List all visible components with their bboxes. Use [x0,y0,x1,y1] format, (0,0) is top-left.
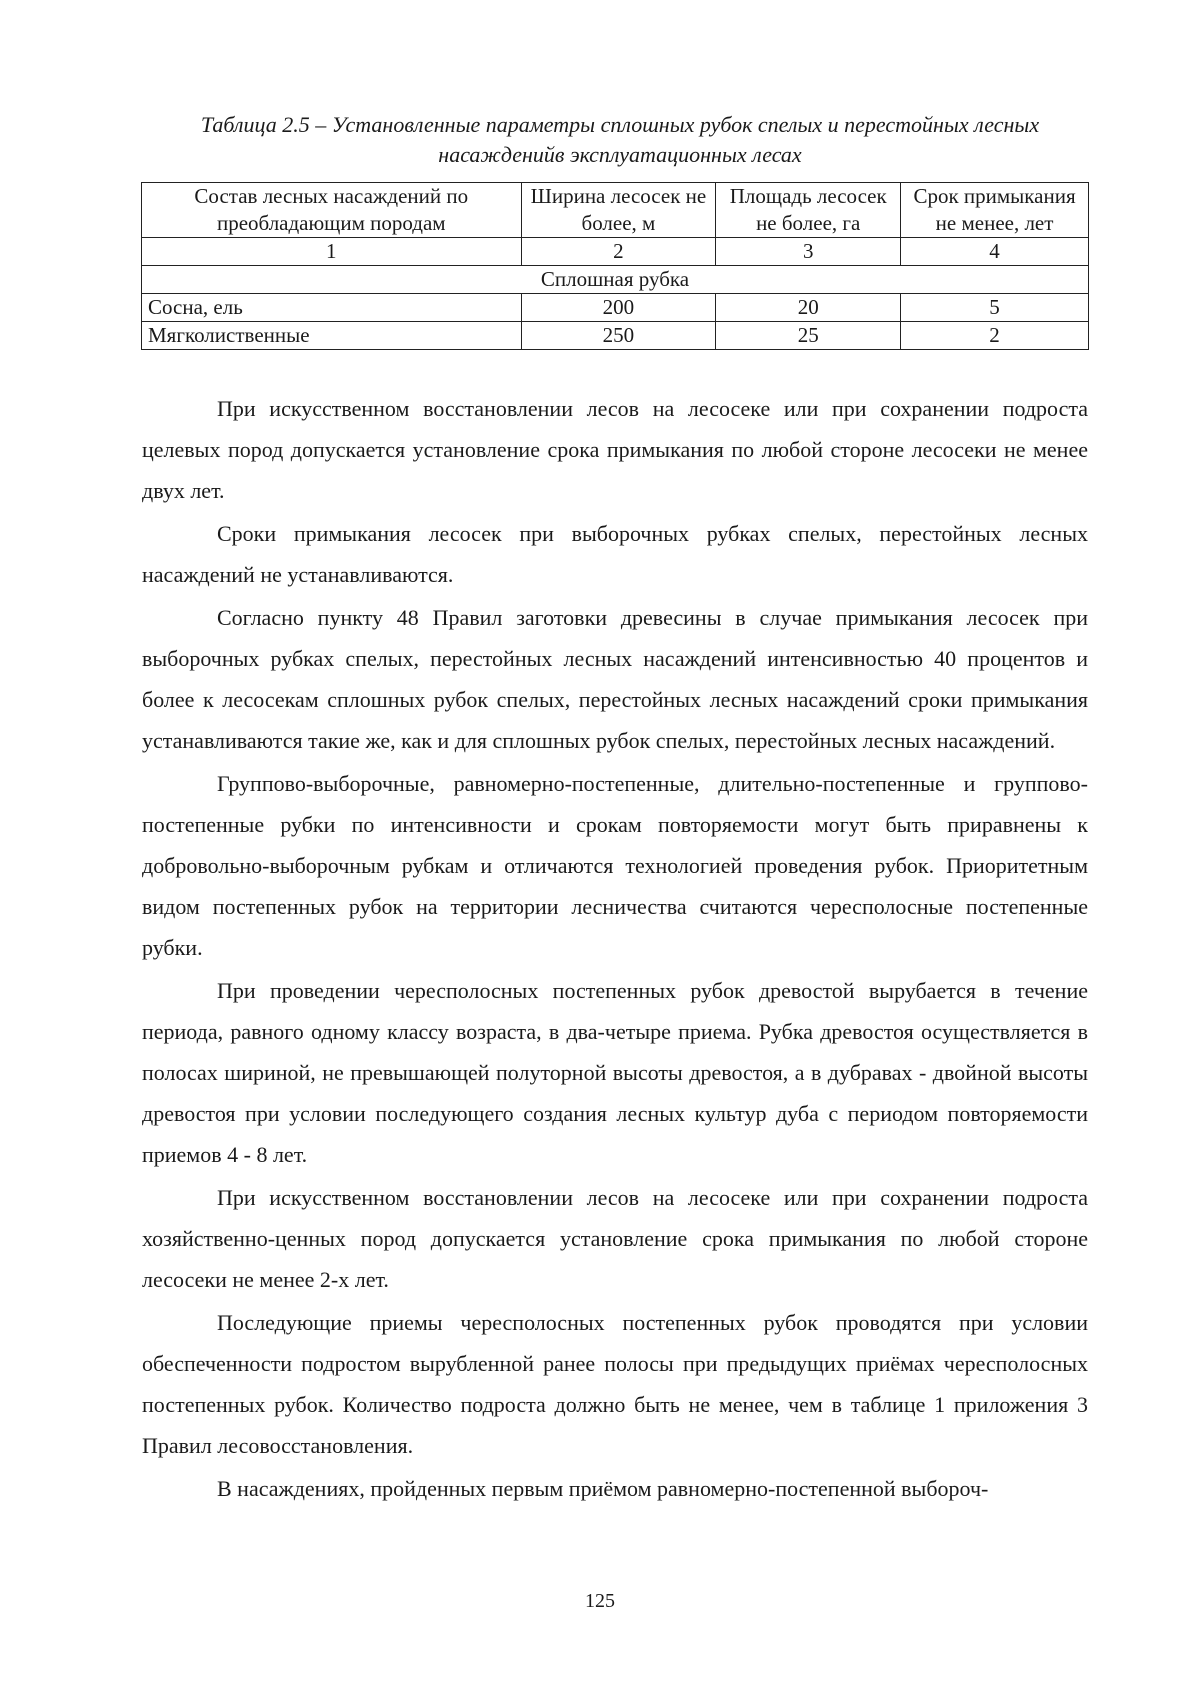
column-number-cell: 2 [521,238,716,266]
page-number: 125 [585,1590,615,1612]
paragraph: Согласно пункту 48 Правил заготовки древесины в случае примыкания лесосек при выборочных рубках спелых, перестойных лесных насаждений интенсивностью 40 процентов и более к лесосекам сплошных рубок спелых, перестойных лесных насаждений сроки примыкания устанавливаются такие же, как и для сплошных рубок спелых, перестойных лесных насаждений. [142,605,1088,753]
table-cell: Мягколиственные [142,322,522,350]
parameters-table [141,182,1089,350]
paragraph: Сроки примыкания лесосек при выборочных рубках спелых, перестойных лесных насаждений не устанавливаются. [142,521,1088,587]
table-header-cell: Ширина лесосек не более, м [521,183,716,238]
table-header-cell: Площадь лесосек не более, га [716,183,901,238]
table-cell: Сосна, ель [142,294,522,322]
table-header-cell: Срок примыкания не менее, лет [901,183,1089,238]
paragraph: При искусственном восстановлении лесов на лесосеке или при сохранении подроста целевых пород допускается установление срока примыкания по любой стороне лесосеки не менее двух лет. [142,396,1088,503]
table-cell: 5 [901,294,1089,322]
section-label-cell: Сплошная рубка [142,266,1089,294]
column-number-cell: 4 [901,238,1089,266]
table-section-row [142,266,1089,294]
table-caption: Таблица 2.5 – Установленные параметры сплошных рубок спелых и перестойных лесных насажденийв эксплуатационных лесах [200,112,1040,167]
column-number-cell: 1 [142,238,522,266]
table-cell: 250 [521,322,716,350]
table-cell: 2 [901,322,1089,350]
table-column-number-row [142,238,1089,266]
paragraph: Последующие приемы чересполосных постепенных рубок проводятся при условии обеспеченности подростом вырубленной ранее полосы при предыдущих приёмах чересполосных постепенных рубок. Количество подроста должно быть не менее, чем в таблице 1 приложения 3 Правил лесовосстановления. [142,1310,1088,1458]
table-row [142,294,1089,322]
column-number-cell: 3 [716,238,901,266]
body-text [142,388,1088,1511]
paragraph: В насаждениях, пройденных первым приёмом равномерно-постепенной выбороч- [217,1476,989,1501]
table-row [142,322,1089,350]
table-cell: 25 [716,322,901,350]
table-header-cell: Состав лесных насаждений по преобладающим породам [142,183,522,238]
table-cell: 200 [521,294,716,322]
table-header-row [142,183,1089,238]
table-cell: 20 [716,294,901,322]
paragraph: Группово-выборочные, равномерно-постепенные, длительно-постепенные и группово-постепенные рубки по интенсивности и срокам повторяемости могут быть приравнены к добровольно-выборочным рубкам и отличаются технологией проведения рубок. Приоритетным видом постепенных рубок на территории лесничества считаются чересполосные постепенные рубки. [142,771,1088,960]
paragraph: При проведении чересполосных постепенных рубок древостой вырубается в течение периода, равного одному классу возраста, в два-четыре приема. Рубка древостоя осуществляется в полосах шириной, не превышающей полуторной высоты древостоя, а в дубравах - двойной высоты древостоя при условии последующего создания лесных культур дуба с периодом повторяемости приемов 4 - 8 лет. [142,978,1088,1167]
paragraph: При искусственном восстановлении лесов на лесосеке или при сохранении подроста хозяйственно-ценных пород допускается установление срока примыкания по любой стороне лесосеки не менее 2-х лет. [142,1185,1088,1292]
